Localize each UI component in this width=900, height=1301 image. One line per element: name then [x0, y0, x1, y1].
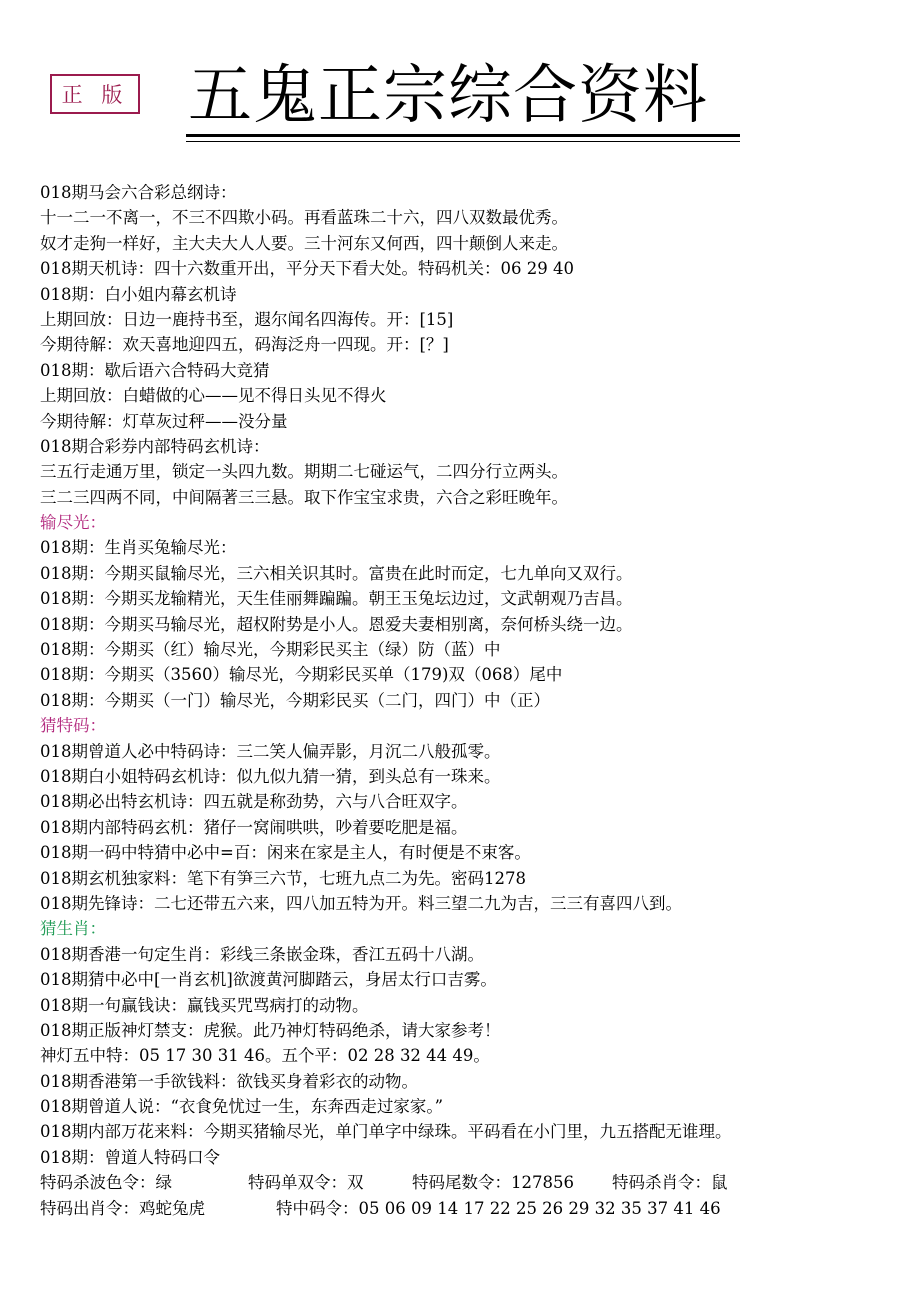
text-line: 018期：今期买鼠输尽光，三六相关识其时。富贵在此时而定，七九单向又双行。 [40, 563, 633, 583]
order-tail-digits: 特码尾数令：127856 [412, 1173, 574, 1193]
order-kill-zodiac: 特码杀肖令：鼠 [612, 1173, 728, 1193]
text-line: 上期回放：白蜡做的心——见不得日头见不得火 [40, 386, 387, 406]
text-line: 今期待解：欢天喜地迎四五，码海泛舟一四现。开：[？] [40, 335, 449, 355]
text-line: 018期：今期买龙输精光，天生佳丽舞蹁蹁。朝王玉兔坛边过，文武朝观乃吉昌。 [40, 589, 633, 609]
section-heading: 猜生肖： [40, 919, 106, 939]
text-line: 018期先锋诗：二七还带五六来，四八加五特为开。料三望二九为吉，三三有喜四八到。 [40, 893, 682, 913]
text-line: 神灯五中特：05 17 30 31 46。五个平：02 28 32 44 49。 [40, 1046, 490, 1066]
section-heading: 猜特码： [40, 716, 106, 736]
text-line: 018期天机诗：四十六数重开出，平分天下看大处。特码机关：06 29 40 [40, 259, 574, 279]
order-kill-color: 特码杀波色令：绿 [40, 1173, 172, 1193]
text-line: 十一二一不离一，不三不四欺小码。再看蓝珠二十六，四八双数最优秀。 [40, 208, 568, 228]
page-title: 五鬼正宗综合资料 [188, 59, 708, 133]
text-line: 018期香港第一手欲钱料：欲钱买身着彩衣的动物。 [40, 1071, 418, 1091]
title-underline [186, 134, 740, 137]
text-line: 018期：今期买马输尽光，超权附势是小人。恩爱夫妻相别离，奈何桥头绕一边。 [40, 614, 633, 634]
text-line: 今期待解：灯草灰过秤——没分量 [40, 411, 288, 431]
order-hit-numbers: 特中码令：05 06 09 14 17 22 25 26 29 32 35 37 41 46 [276, 1198, 721, 1218]
badge-label: 正 版 [61, 83, 129, 107]
document-body [40, 180, 890, 1221]
order-row-1 [40, 1170, 890, 1195]
text-line: 奴才走狗一样好，主大夫大人人要。三十河东又何西，四十颠倒人来走。 [40, 233, 568, 253]
genuine-badge [50, 74, 140, 114]
text-line: 018期：今期买（一门）输尽光，今期彩民买（二门，四门）中（正） [40, 690, 550, 710]
text-line: 018期曾道人说：“衣食免忧过一生，东奔西走过家家。” [40, 1097, 444, 1117]
text-line: 018期猜中必中[一肖玄机]欲渡黄河脚踏云，身居太行口吉雾。 [40, 970, 497, 990]
text-line: 018期合彩券内部特码玄机诗： [40, 436, 270, 456]
text-line: 018期白小姐特码玄机诗：似九似九猜一猜，到头总有一珠来。 [40, 766, 501, 786]
section-heading: 输尽光： [40, 513, 106, 533]
text-line: 上期回放：日边一鹿持书至，遐尔闻名四海传。开：[15] [40, 309, 454, 329]
text-line: 三五行走通万里，锁定一头四九数。期期二七碰运气，二四分行立两头。 [40, 462, 568, 482]
order-out-zodiac: 特码出肖令：鸡蛇兔虎 [40, 1198, 205, 1218]
text-line: 018期正版神灯禁支：虎猴。此乃神灯特码绝杀，请大家参考！ [40, 1020, 501, 1040]
text-line: 018期香港一句定生肖：彩线三条嵌金珠，香江五码十八湖。 [40, 944, 484, 964]
text-line: 018期一句赢钱诀：赢钱买咒骂病打的动物。 [40, 995, 369, 1015]
text-line: 018期：今期买（红）输尽光，今期彩民买主（绿）防（蓝）中 [40, 640, 501, 660]
text-line: 018期：生肖买兔输尽光： [40, 538, 237, 558]
text-line: 018期内部万花来料：今期买猪输尽光，单门单字中绿珠。平码看在小门里，九五搭配无谁理。 [40, 1122, 732, 1142]
text-line: 018期内部特码玄机：猪仔一窝闹哄哄，吵着要吃肥是福。 [40, 817, 468, 837]
order-odd-even: 特码单双令：双 [248, 1173, 364, 1193]
text-line: 018期：白小姐内幕玄机诗 [40, 284, 237, 304]
text-line: 三二三四两不同，中间隔著三三悬。取下作宝宝求贵，六合之彩旺晚年。 [40, 487, 568, 507]
text-line: 018期玄机独家料：笔下有笋三六节，七班九点二为先。密码1278 [40, 868, 526, 888]
text-lines [40, 180, 890, 1170]
title-underline-thin [186, 141, 740, 142]
text-line: 018期曾道人必中特码诗：三二笑人偏弄影，月沉二八般孤零。 [40, 741, 501, 761]
text-line: 018期：曾道人特码口令 [40, 1147, 220, 1167]
text-line: 018期：今期买（3560）输尽光，今期彩民买单（179)双（068）尾中 [40, 665, 563, 685]
text-line: 018期必出特玄机诗：四五就是称劲势，六与八合旺双字。 [40, 792, 468, 812]
order-row-2 [40, 1196, 890, 1221]
text-line: 018期：歇后语六合特码大竞猜 [40, 360, 270, 380]
text-line: 018期一码中特猜中必中=百：闲来在家是主人，有时便是不束客。 [40, 843, 531, 863]
text-line: 018期马会六合彩总纲诗： [40, 183, 237, 202]
